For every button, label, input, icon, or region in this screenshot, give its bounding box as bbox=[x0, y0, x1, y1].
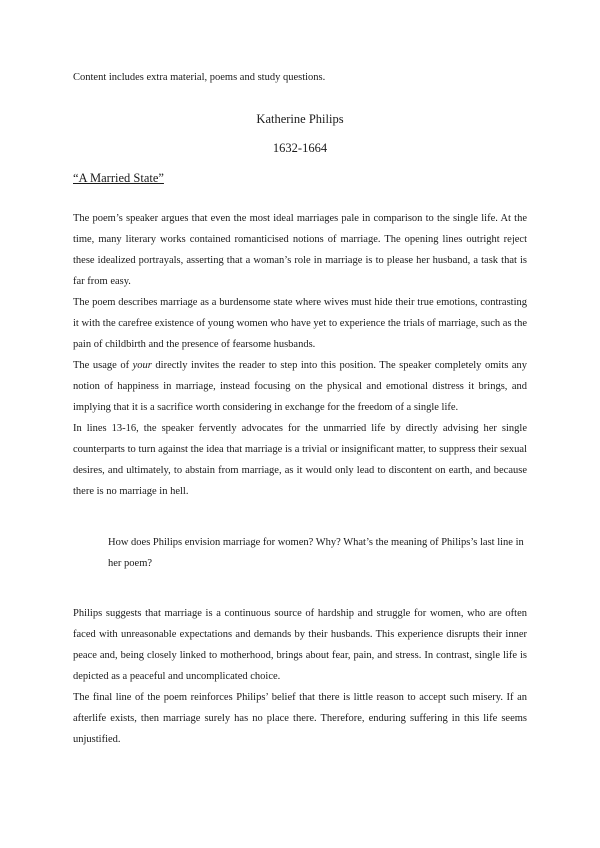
poem-title: “A Married State” bbox=[73, 171, 164, 185]
analysis-paragraph-3-start: The usage of bbox=[73, 360, 133, 371]
analysis-paragraph-1: The poem’s speaker argues that even the most ideal marriages pale in comparison to the single life. At the time, many literary works contained romanticised notions of marriage. The opening lines outright reject these idealized portrayals, asserting that a woman’s role in marriage is to please her husband, a task that is far from easy. bbox=[73, 213, 527, 287]
emphasis-your: your bbox=[132, 360, 152, 371]
intro-note: Content includes extra material, poems and study questions. bbox=[73, 72, 326, 83]
analysis-paragraph-3-end: directly invites the reader to step into this position. The speaker completely omits any notion of happiness in marriage, instead focusing on the physical and emotional distress it brings, and implying that it is a sacrifice worth considering in exchange for the freedom of a single life. bbox=[73, 360, 528, 413]
analysis-paragraph-2: The poem describes marriage as a burdensome state where wives must hide their true emotions, contrasting it with the carefree existence of young women who have yet to experience the trials of marriage, such as the pain of childbirth and the presence of fearsome husbands. bbox=[73, 297, 527, 350]
analysis-paragraph-3 bbox=[73, 355, 527, 418]
study-question: How does Philips envision marriage for women? Why? What’s the meaning of Philips’s last line in her poem? bbox=[108, 537, 524, 569]
analysis-paragraph-4: In lines 13-16, the speaker fervently advocates for the unmarried life by directly advising her single counterparts to turn against the idea that marriage is a trivial or insignificant matter, to suppress their sexual desires, and ultimately, to abstain from marriage, as it would only lead to discontent on earth, and because there is no marriage in hell. bbox=[73, 423, 527, 497]
answer-paragraph-1: Philips suggests that marriage is a continuous source of hardship and struggle for women, who are often faced with unreasonable expectations and demands by their husbands. This experience disrupts their inner peace and, being closely linked to motherhood, brings about fear, pain, and stress. In contrast, single life is depicted as a peaceful and uncomplicated choice. bbox=[73, 608, 527, 682]
author-years: 1632-1664 bbox=[272, 141, 328, 155]
author-name: Katherine Philips bbox=[256, 112, 344, 126]
answer-paragraph-2: The final line of the poem reinforces Philips’ belief that there is little reason to accept such misery. If an afterlife exists, then marriage surely has no place there. Therefore, enduring suffering in this life seems unjustified. bbox=[73, 692, 527, 745]
